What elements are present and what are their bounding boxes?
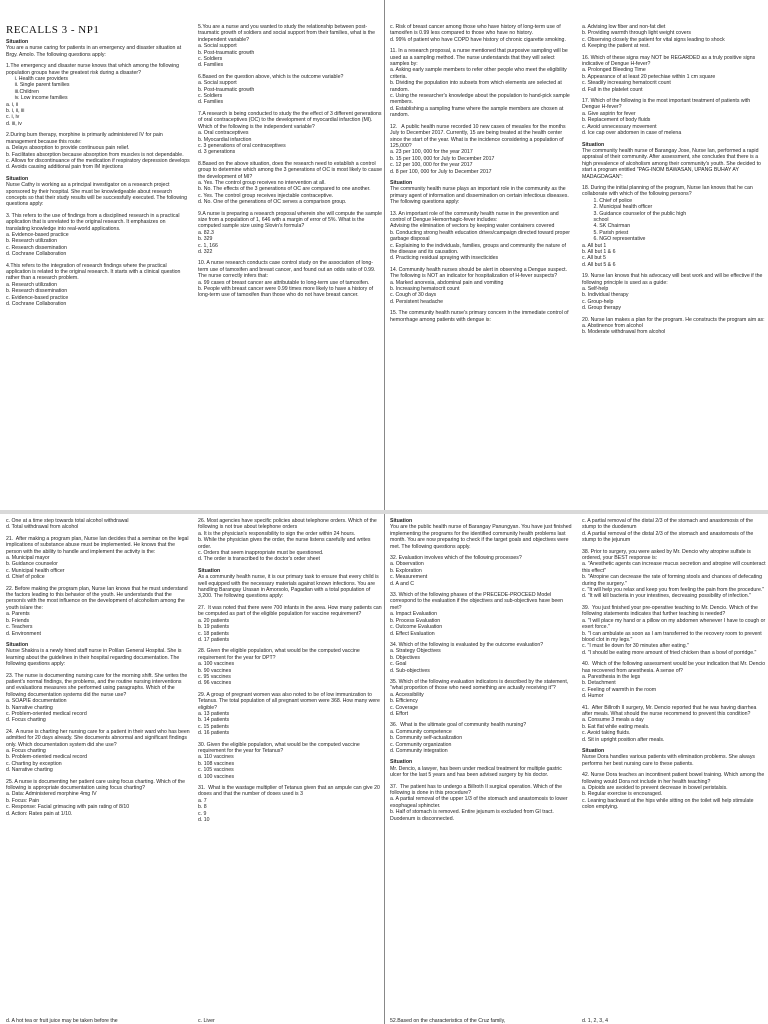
situation-heading: Situation bbox=[6, 641, 29, 648]
situation-text: The community health nurse plays an important role in the community as the primary agent of information and dissemination on certain infectious diseases. The following questions apply: bbox=[390, 186, 571, 206]
question-21: 21. After making a program plan, Nurse Ian decides that a seminar on the legal implications of substance abuse must be implemented. He knows that the person with the ability to handle and implement the activity is the: a. Municipal mayor b. Guidance counselor c. Municipal health officer d. Chief of police bbox=[6, 535, 189, 581]
question-32: 32. Evaluation involves which of the following processes? a. Observation b. Exploration c. Measurement d. A and C bbox=[390, 555, 522, 587]
question-13: 13. An important role of the community health nurse in the prevention and control of Dengue Hemorrhagic-fever includes: Advising the elimination of vectors by keeping water containers covered b. Conducting strong health education drives/campaign directed toward proper garbage disposal c. Explaining to the individuals, families, groups and community the nature of the disease and its causation. d. Practicing residual spraying with insecticides bbox=[390, 210, 570, 262]
question-10: 10. A nurse research conducts case control study on the association of long-term use of tamoxifen and breast cancer, and found out an odds ratio of 0.99. The nurse correctly infers that: a. 99 cases of breast cancer are attributable to long-term use of tamoxifen. b. People with breast cancer were 0.99 times more likely to have a history of long-term use of tamoxifen than those who do not have breast cancer. bbox=[198, 260, 376, 299]
question-23: 23. The nurse is documenting nursing care for the morning shift. She writes the patient's normal findings, the problems, and the routine nursing interventions and evaluations measures she performed using paragraphs. Which of the following documentation systems did the nurse use? a. SOAPIE documentation b. Narrative charting c. Problem-oriented medical record d. Focus charting bbox=[6, 672, 188, 724]
question-20-continued: c. One at a time step towards total alcohol withdrawal d. Total withdrawal from alcohol bbox=[6, 518, 129, 531]
question-28: 28. Given the eligible population, what would be the computed vaccine requirement for the year for DPT? a. 100 vaccines b. 90 vaccines c. 95 vaccines d. 96 vaccines bbox=[198, 648, 360, 687]
question-31: 31. What is the wastage multiplier of Tetanus given that an ampule can give 20 doses and that the number of doses used is 3 a. 7 b. 8 c. 9 d. 10 bbox=[198, 785, 380, 824]
page-divider-line bbox=[384, 0, 385, 510]
question-1: 1.The emergency and disaster nurse knows that which among the following population groups have the greatest risk during a disaster? i. Health care providers ii. Single parent families iii.Children iv. Low income families a. i, ii b. i, ii, iii c. i, iv d. iii, iv bbox=[6, 63, 180, 127]
document-page-1 bbox=[0, 0, 768, 510]
question-3: 3. This refers to the use of findings from a disciplined research in a practical application that is unrelated to the original research. It emphasizes on translating knowledge into real-world applications. a. Evidence-based practice b. Research utilization c. Research dissemination d. Cochrane Collaboration bbox=[6, 212, 180, 258]
page1-column-4 bbox=[580, 0, 768, 510]
situation-heading: Situation bbox=[6, 39, 29, 45]
question-26: 26. Most agencies have specific policies about telephone orders. Which of the following is not true about telephone orders a. It is the physician's responsibility to sign the order within 24 hours. b. While the physician gives the order, the nurse listens carefully and writes order. c. Orders that seem inappropriate must be questioned. d. The order is transcribed to the doctor's order sheet bbox=[198, 518, 377, 563]
question-9: 9.A nurse is preparing a research proposal wherein she will compute the sample size from a population of 1, 646 with a margin of error of 5%. What is the computed sample size using Slovin's formula? a. 82.3 b. 329 c. 1, 166 d. 322 bbox=[198, 210, 382, 255]
question-15-choices: a. Advising low fiber and non-fat diet b. Providing warmth through light weight covers c. Observing closely the patient for vital signs leading to shock d. Keeping the patient at rest. bbox=[582, 24, 725, 50]
page-divider-line bbox=[384, 514, 385, 1024]
question-8: 8.Based on the above situation, does the research need to establish a control group to determine which among the 3 generations of OC is most likely to cause the development of MI? a. Yes. The control group receives no intervention at all. b. No. The effects of the 3 generations of OC are compared to one another. c. Yes. The control group receives injectable contraceptive. d. No. One of the generations of OC serves a comparison group. bbox=[198, 160, 382, 206]
page1-column-3 bbox=[388, 0, 576, 510]
column-footer-text: d. 1, 2, 3, 4 bbox=[582, 1017, 608, 1024]
page2-column-2 bbox=[196, 514, 384, 1024]
question-35: 35. Which of the following evaluation indicators is described by the statement, "what proportion of those who need something are actually receiving it"? a. Accessibility b. Efficiency c. Coverage d. Effort bbox=[390, 678, 569, 717]
question-12: 12. A public health nurse recorded 10 new cases of measles for the months July to December 2017. Currently, 15 are being treated at the health center since the start of the year. What is the incidence considering a population of 125,000? a. 23 per 100, 000 for the year 2017 b. 15 per 100, 000 for July to December 2017 c. 12 per 100, 000 for the year 2017 d. 8 per 100, 000 for July to December 2017 bbox=[390, 123, 566, 175]
situation-heading: Situation bbox=[582, 141, 605, 148]
situation-text: Nurse Cathy is working as a principal investigator on a research project sponsored by their hospital. She must be knowledgeable about research concepts so that their study results will be successfully executed. The following questions apply: bbox=[6, 182, 189, 208]
question-16: 16. Which of these signs may NOT be REGARDED as a truly positive signs indicative of Dengue H-fever? a. Prolonged Bleeding Time b. Appearance of at least 20 petechiae within 1 cm square c. Steadily increasing hematocrit count d. Fall in the platelet count bbox=[582, 54, 756, 93]
situation-text: The community health nurse of Barangay Jose, Nurse Ian, performed a rapid appraisal of their community. After assessment, she concludes that there is a high prevalence of alcoholism among their community's youth. She decided to start a program entitled "PAG-INOM BAWASAN, UPANG BUHAY AY MADAGDAGAN": bbox=[582, 147, 763, 180]
question-5: 5.You are a nurse and you wanted to study the relationship between post-traumatic growth of soldiers and social support from their families, what is the independent variable? a. Social support b. Post-traumatic growth c. Soldiers d. Families bbox=[198, 24, 376, 69]
question-20: 20. Nurse Ian makes a plan for the program. He constructs the program aim as: a. Abstinence from alcohol b. Moderate withdrawal from alcohol bbox=[582, 316, 765, 336]
situation-text: Nurse Dora handles various patients with elimination problems. She always performs her best nursing care to these patients. bbox=[582, 754, 757, 767]
page1-column-2 bbox=[196, 0, 384, 510]
question-7: 7.A research is being conducted to study the the effect of 3 different generations of oral contraceptives (OC) to the development of myocardial infarction (MI). Which of the following is the independent variable? a. Oral contraceptives b. Myocardial infarction c. 3 generations of oral contraceptives d. 3 generations bbox=[198, 110, 382, 156]
page1-column-1 bbox=[4, 0, 192, 510]
question-38: 38. Prior to surgery, you were asked by Mr. Dencio why atropine sulfate is ordered, your BEST response is: a. "Anesthetic agents can increase mucus secretion and atropine will counteract this effect" b. "Atropine can decrease the rate of forming stools and chances of defecating during the surgery." c. "It will help you relax and keep you from feeling the pain from the procedure." d. "It will kill bacteria in your intestines, decreasing possibility of infection." bbox=[582, 548, 766, 600]
question-39: 39. You just finished your pre-operative teaching to Mr. Dencio. Which of the following statements indicates that further teaching is needed? a. "I will place my hand or a pillow on my abdomen whenever I have to cough or exert force." b. "I can ambulate as soon as I am transferred to the recovery room to prevent blood clot in my legs." c. "I must lie down for 30 minutes after eating." d. "I should be eating more amount of fried chicken than a bowl of porridge." bbox=[582, 604, 766, 656]
document-page-2 bbox=[0, 514, 768, 1024]
situation-text: You are a nurse caring for patients in an emergency and disaster situation at Brgy. Amolo. The following questions apply: bbox=[6, 45, 183, 58]
question-15: 15. The community health nurse's primary concern in the immediate control of hemorrhage among patients with dengue is: bbox=[390, 310, 570, 323]
situation-text: Mr. Dencio, a lawyer, has been under medical treatment for multiple gastric ulcer for the last 5 years and has been advised surgery by his doctor. bbox=[390, 765, 564, 779]
situation-text: As a community health nurse, it is our primary task to ensure that every child is well equipped with the necessary materials against known infections. You are handling Barangay Urasan in Amorsolo, Pagadian with a total population of 3,200. The following questions apply: bbox=[198, 574, 381, 600]
question-40: 40. Which of the following assessment would be your indication that Mr. Dencio has recovered from anesthesia. A sense of? a. Paresthesia in the legs b. Detachment c. Feeling of warmth in the room d. Humor bbox=[582, 661, 766, 700]
column-footer-text: d. A hot tea or fruit juice may be taken before the bbox=[6, 1017, 118, 1024]
question-10-continued: c. Risk of breast cancer among those who have history of long-term use of tamoxifen is 0.99 less compared to those who have no history. d. 99% of patient who have COPD have history of chronic cigarette smoking. bbox=[390, 24, 566, 43]
question-17: 17. Which of the following is the most important treatment of patients with Dengue H-fever? a. Give aspirin for fever b. Replacement of body fluids c. Avoid unnecessary movement d. Ice cap over abdomen in case of melena bbox=[582, 98, 751, 137]
situation-heading: Situation bbox=[198, 567, 221, 574]
question-19: 19. Nurse Ian knows that his advocacy will best work and will be effective if the following principle is used as a guide: a. Self-help b. Individual therapy c. Group-help d. Group therapy bbox=[582, 273, 763, 312]
page2-column-1 bbox=[4, 514, 192, 1024]
question-37: 37. The patient has to undergo a Billroth II surgical operation. Which of the following is done in this procedure? a. A partial removal of the upper 1/3 of the stomach and anastomosis to lower esophageal sphincter. b. Half of stomach is removed. Entire jejunum is excluded from GI tract. Duodenum is disconnected. bbox=[390, 783, 568, 822]
question-29: 29. A group of pregnant women was also noted to be of low immunization to Tetanus. The total population of all pregnant women were 368. How many were eligible? a. 13 patients b. 14 patients c. 15 patients d. 16 patients bbox=[198, 691, 380, 737]
situation-heading: Situation bbox=[390, 179, 413, 186]
page2-column-4 bbox=[580, 514, 768, 1024]
question-30: 30. Given the eligible population, what would be the computed vaccine requirement for the year for Tetanus? a. 110 vaccines b. 108 vaccines c. 105 vaccines d. 100 vaccines bbox=[198, 741, 360, 780]
question-37-continued: c. A partial removal of the distal 2/3 of the stomach and anastomosis of the stump to the duodenum d. A partial removal of the distal 2/3 of the stomach and anastomosis of the stump to the jejunum bbox=[582, 518, 754, 544]
question-41: 41. After Billroth II surgery, Mr. Dencio reported that he was having diarrhea after meals. What should the nurse recommend to prevent this condition? a. Consume 3 meals a day b. Eat flat while eating meals. c. Avoid taking fluids. d. Sit in upright position after meals. bbox=[582, 704, 757, 743]
question-6: 6.Based on the question above, which is the outcome variable? a. Social support b. Post-traumatic growth c. Soldiers d. Families bbox=[198, 73, 344, 106]
question-11: 11. In a research proposal, a nurse mentioned that purposive sampling will be used as a sampling method. The nurse understands that they will select samples by: a. Asking early sample members to refer other people who meet the eligibility criteria. b. Dividing the population into subsets from which elements are selected at random. c. Using the researcher's knowledge about the population to hand-pick sample members. d. Establishing a sampling frame where the sample members are chosen at random. bbox=[390, 48, 570, 119]
question-42: 42. Nurse Dora teaches an incontinent patient bowel training. Which among the following would Dora not include in her health teaching? a. Opioids are avoided to prevent decrease in bowel peristalsis. b. Regular exercise is encouraged. c. Leaning backward at the hips while sitting on the toilet will help stimulate colon emptying. bbox=[582, 772, 765, 811]
question-24: 24. A nurse is charting her nursing care for a patient in their ward who has been admitted for 20 days already. She documents abnormal and significant findings only. Which documentation system did she use? a. Focus charting b. Problem-oriented medical record c. Charting by exception d. Narrative charting bbox=[6, 728, 190, 774]
situation-heading: Situation bbox=[582, 748, 605, 754]
question-2: 2.During burn therapy, morphine is primarily administered IV for pain management because this route: a. Delays absorption to provide continuous pain relief. b. Facilitates absorption because absorption from muscles is not dependable. c. Allows for discontinuance of the medication if respiratory depression develops d. Avoids causing additional pain from IM injections bbox=[6, 132, 190, 171]
situation-text: You are the public health nurse of Barangay Panungyan. You have just finished implementing the programs for the identified community health problems last month. You are now preparing to check if the target goals and objectives were met. The following questions apply. bbox=[390, 524, 573, 550]
question-25: 25. A nurse is documenting her patient care using focus charting. Which of the following is appropriate documentation using focus charting? a. Data: Administered morphine 4mg IV b. Focus: Pain c. Response: Facial grimacing with pain rating of 8/10 d. Action: Rates pain at 1/10. bbox=[6, 778, 186, 817]
column-footer-text: c. Liver bbox=[198, 1017, 215, 1024]
question-4: 4.This refers to the integration of research findings where the practical application is related to the original research. It starts with a clinical question rather than a research problem. a. Research utilization b. Research dissemination c. Evidence-based practice d. Cochrane Collaboration bbox=[6, 262, 181, 308]
situation-heading: Situation bbox=[390, 518, 413, 524]
page2-column-3 bbox=[388, 514, 576, 1024]
question-33: 33. Which of the following phases of the PRECEDE-PROCEED Model correspond to the evaluation if the objectives and sub-objectives have been met? a. Impact Evaluation b. Process Evaluation c. Outcome Evaluation d. Effect Evaluation bbox=[390, 592, 564, 637]
document-title: RECALLS 3 - NP1 bbox=[6, 24, 100, 36]
column-footer-text: 52.Based on the characteristics of the Cruz family, bbox=[390, 1017, 506, 1024]
situation-heading: Situation bbox=[390, 759, 413, 766]
question-27: 27. It was noted that there were 700 infants in the area. How many patients can be computed as part of the eligible population for vaccine requirement? a. 20 patients b. 19 patients c. 18 patients d. 17 patients bbox=[198, 604, 382, 643]
question-22: 22. Before making the program plan, Nurse Ian knows that he must understand the factors leading to this behavior of the youth. He understands that the person/s with the most influence on the development of alcoholism among the youth is/are the: a. Parents b. Friends c. Teachers d. Environment bbox=[6, 585, 188, 637]
question-14: 14. Community health nurses should be alert in observing a Dengue suspect. The following is NOT an indicator for hospitalization of H-fever suspects? a. Marked anorexia, abdominal pain and vomiting b. Increasing hematocrit count c. Cough of 30 days d. Persistent headache bbox=[390, 266, 568, 305]
question-18: 18. During the initial planning of the program, Nurse Ian knows that he can collaborate with which of the following persons? 1. Chief of police 2. Municipal health officer 3. Guidance counselor of the public high school 4. SK Chairman 5. Parish priest 6. NGO representative a. All but 1 b. All but 1 & 6 c. All but 5 d. All but 5 & 6 bbox=[582, 184, 753, 268]
situation-text: Nurse Shakira is a newly hired staff nurse in Polilan General Hospital. She is learning about the guidelines in their hospital regarding documentation. The following questions apply: bbox=[6, 648, 183, 668]
question-34: 34. Which of the following is evaluated by the outcome evaluation? a. Strategy Objectives b. Objectives c. Goal d. Sub-objectives bbox=[390, 641, 544, 674]
situation-heading: Situation bbox=[6, 175, 29, 182]
question-36: 36. What is the ultimate goal of community health nursing? a. Community competence b. Community self-actualization c. Community organization d. Community integration bbox=[390, 722, 527, 754]
